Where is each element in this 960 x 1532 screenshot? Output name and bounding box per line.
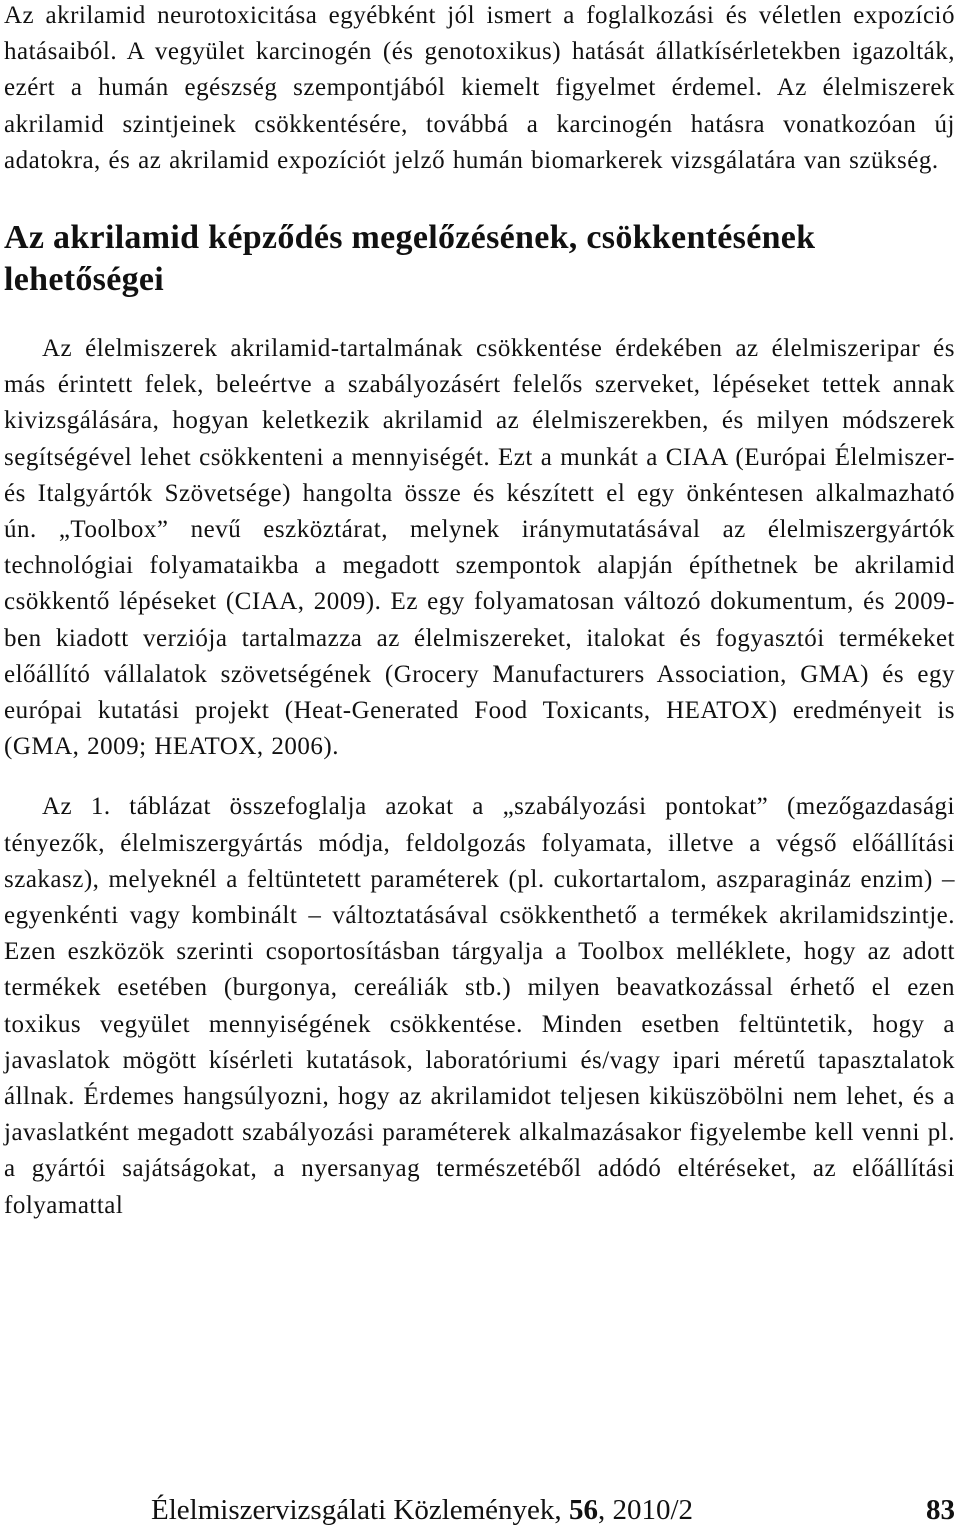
section-heading: Az akrilamid képződés megelőzésének, csökkentésének lehetőségei bbox=[4, 219, 816, 299]
page-content bbox=[4, 0, 955, 1224]
paragraph-3: Az 1. táblázat összefoglalja azokat a „szabályozási pontokat” (mezőgazdasági tényezők, élelmiszergyártás módja, feldolgozás folyamata, illetve a végső előállítási szakasz), melyeknél a feltüntetett paraméterek (pl. cukortartalom, aszparagináz enzim) – egyenkénti vagy kombinált – változtatásával csökkenthető a termékek akrilamidszintje. Ezen eszközök szerinti csoportosításban tárgyalja a Toolbox melléklete, hogy az adott termékek esetében (burgonya, cereáliák stb.) milyen beavatkozással érhető el ezen toxikus vegyület mennyiségének csökkentése. Minden esetben feltüntetik, hogy a javaslatok mögött kísérleti kutatások, laboratóriumi és/vagy ipari méretű tapasztalatok állnak. Érdemes hangsúlyozni, hogy az akrilamidot teljesen kiküszöbölni nem lehet, és a javaslatként megadott szabályozási paraméterek alkalmazásakor figyelembe kell venni pl. a gyártói sajátságokat, a nyersanyag természetéből adódó eltéréseket, az előállítási folyamattal bbox=[4, 793, 955, 1219]
page-number: 83 bbox=[926, 1494, 955, 1526]
journal-citation bbox=[151, 1490, 693, 1530]
journal-volume: 56 bbox=[568, 1494, 598, 1526]
paragraph-2: Az élelmiszerek akrilamid-tartalmának csökkentése érdekében az élelmiszeripar és más érintett felek, beleértve a szabályozásért felelős szerveket, lépéseket tettek annak kivizsgálására, hogyan keletkezik akrilamid az élelmiszerekben, és milyen módszerek segítségével lehet csökkenteni a mennyiségét. Ezt a munkát a CIAA (Európai Élelmiszer- és Italgyártók Szövetsége) hangolta össze és készített el egy önkéntesen alkalmazható ún. „Toolbox” nevű eszköztárat, melynek iránymutatásával az élelmiszergyártók technológiai folyamataikba a megadott szempontok alapján építhetnek be akrilamid csökkentő lépéseket (CIAA, 2009). Ez egy folyamatosan változó dokumentum, és 2009-ben kiadott verziója tartalmazza az élelmiszereket, italokat és fogyasztói termékeket előállító vállalatok szövetségének (Grocery Manufacturers Association, GMA) és egy európai kutatási projekt (Heat-Generated Food Toxicants, HEATOX) eredményeit is (GMA, 2009; HEATOX, 2006). bbox=[4, 335, 955, 761]
page-footer bbox=[0, 1490, 955, 1530]
journal-name: Élelmiszervizsgálati Közlemények, bbox=[151, 1494, 569, 1526]
paragraph-1: Az akrilamid neurotoxicitása egyébként jól ismert a foglalkozási és véletlen expozíció hatásaiból. A vegyület karcinogén (és genotoxikus) hatását állatkísérletekben igazolták, ezért a humán egészség szempontjából kiemelt figyelmet érdemel. Az élelmiszerek akrilamid szintjeinek csökkentésére, továbbá a karcinogén hatásra vonatkozóan új adatokra, és az akrilamid expozíciót jelző humán biomarkerek vizsgálatára van szükség. bbox=[4, 2, 955, 174]
journal-issue: , 2010/2 bbox=[597, 1494, 693, 1526]
